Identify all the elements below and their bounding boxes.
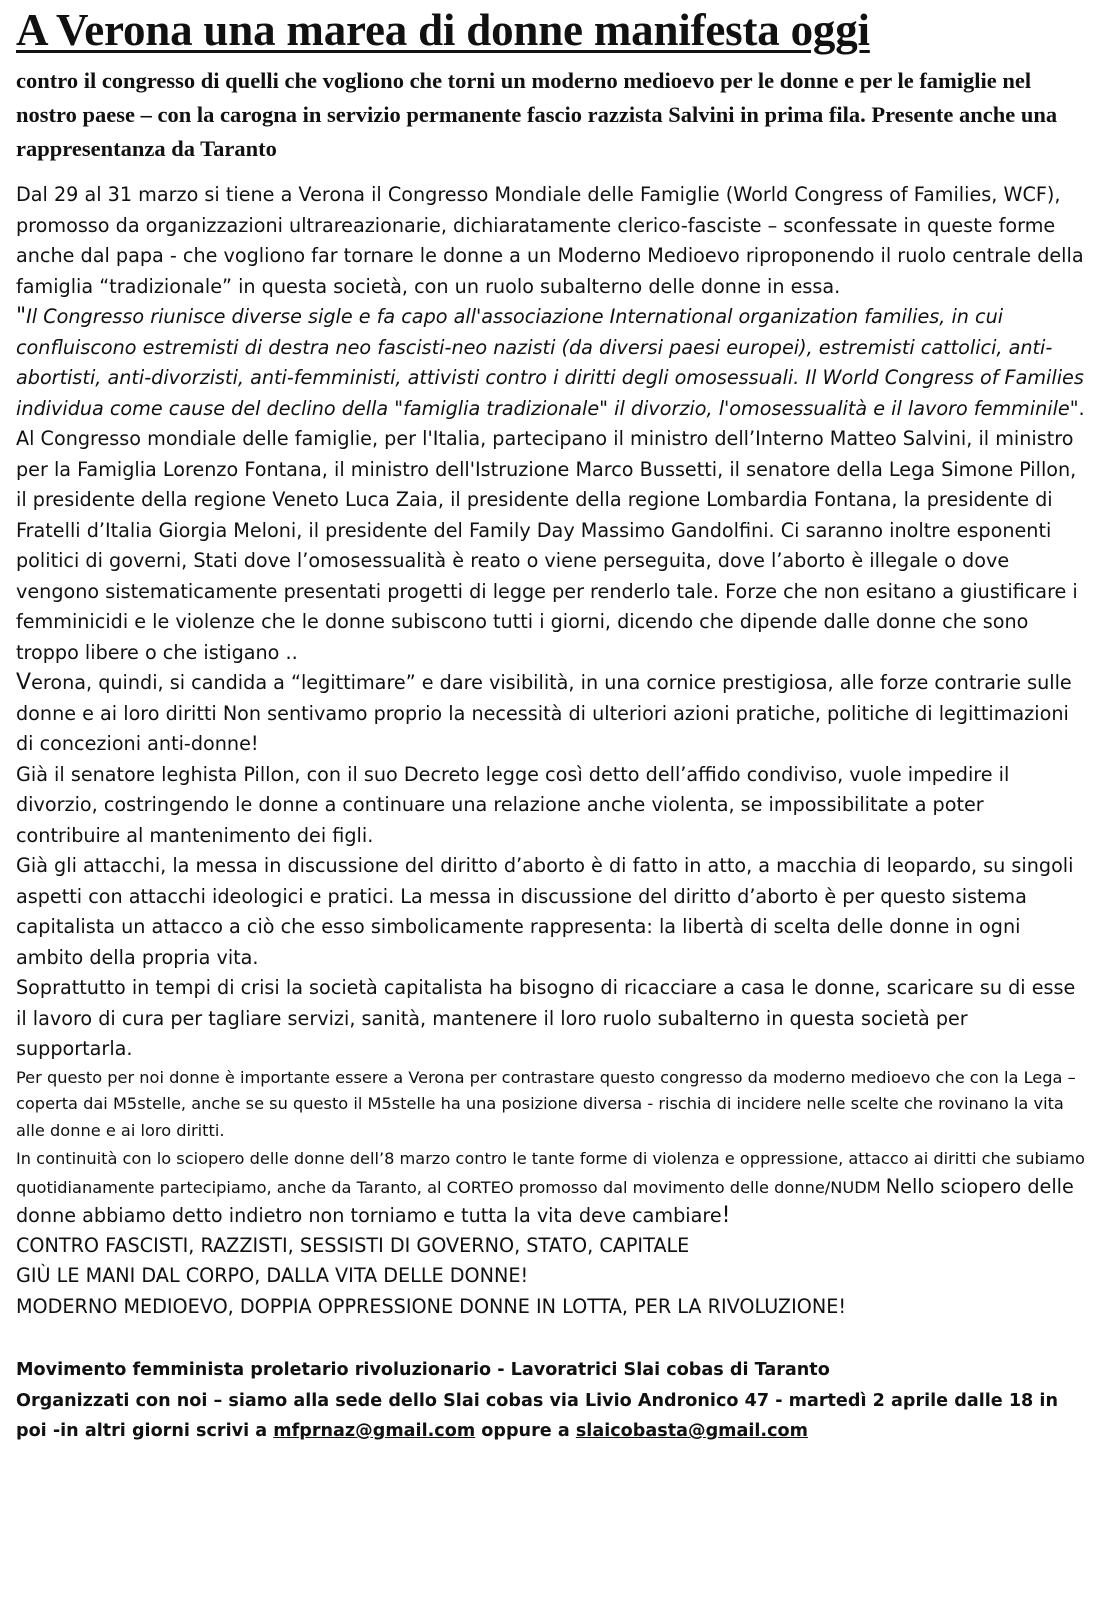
- verona-initial: V: [16, 670, 32, 695]
- slogan: CONTRO FASCISTI, RAZZISTI, SESSISTI DI GOVERNO, STATO, CAPITALE: [16, 1233, 690, 1257]
- subtitle: contro il congresso di quelli che vogliono che torni un moderno medioevo per le donne e per le famiglie nel nostro paese – con la carogna in servizio permanente fascio razzista Salvini in prima fila. Presente anche una rappresentanza da Taranto: [16, 68, 1058, 161]
- paragraph-aborto: Già gli attacchi, la messa in discussione del diritto d’aborto è di fatto in atto, a macchia di leopardo, su singoli aspetti con attacchi ideologici e pratici. La messa in discussione del diritto d’aborto è per questo sistema capitalista un attacco a ciò che esso simbolicamente rappresenta: la libertà di scelta delle donne in ogni ambito della propria vita.: [16, 854, 1074, 969]
- quote-text: Il Congresso riunisce diverse sigle e fa capo all'associazione International organization families, in cui confluiscono estremisti di destra neo fascisti-neo nazisti (da diversi paesi europei), estremisti cattolici, anti-abortisti, anti-divorzisti, anti-femministi, attivisti contro i diritti degli omosessuali. Il World Congress of Families individua come cause del declino della "famiglia tradizionale" il divorzio, l'omosessualità e il lavoro femminile: [16, 305, 1084, 420]
- paragraph-sciopero: [16, 1145, 1089, 1231]
- footer: [16, 1355, 1089, 1447]
- paragraph-verona: [16, 668, 1089, 760]
- slogans: [16, 1231, 1089, 1323]
- footer-oppure: oppure a: [475, 1421, 576, 1442]
- footer-organization: Movimento femminista proletario rivoluzionario - Lavoratrici Slai cobas di Taranto: [16, 1360, 830, 1381]
- email-link-mfprnaz[interactable]: mfprnaz@gmail.com: [273, 1421, 476, 1442]
- footer-contact-text: Organizzati con noi – siamo alla sede dello Slai cobas via Livio Andronico 47 - martedì 2 aprile dalle 18 in poi -in altri giorni scrivi a: [16, 1390, 1058, 1442]
- slogan: MODERNO MEDIOEVO, DOPPIA OPPRESSIONE DONNE IN LOTTA, PER LA RIVOLUZIONE!: [16, 1294, 847, 1318]
- paragraph-pillon: Già il senatore leghista Pillon, con il suo Decreto legge così detto dell’affido condiviso, vuole impedire il divorzio, costringendo le donne a continuare una relazione anche violenta, se impossibilitate a poter contribuire al mantenimento dei figli.: [16, 762, 1010, 847]
- headline: A Verona una marea di donne manifesta oggi: [16, 5, 870, 55]
- quote-open-mark: ": [16, 304, 27, 329]
- verona-text: erona, quindi, si candida a “legittimare” e dare visibilità, in una cornice prestigiosa, alle forze contrarie sulle donne e ai loro diritti Non sentivamo proprio la necessità di ulteriori azioni pratiche, politiche di legittimazioni di concezioni anti-donne!: [16, 671, 1072, 755]
- sciopero-big-text: Nello sciopero delle donne abbiamo detto indietro non torniamo e tutta la vita deve cambiare: [16, 1174, 1074, 1227]
- slogan: GIÙ LE MANI DAL CORPO, DALLA VITA DELLE DONNE!: [16, 1264, 529, 1288]
- paragraph-quote: [16, 302, 1089, 424]
- email-link-slaicobasta[interactable]: slaicobasta@gmail.com: [575, 1421, 808, 1442]
- paragraph-verona-small: Per questo per noi donne è importante essere a Verona per contrastare questo congresso da moderno medioevo che con la Lega – coperta dai M5stelle, anche se su questo il M5stelle ha una posizione diversa - rischia di incidere nelle scelte che rovinano la vita alle donne e ai loro diritti.: [16, 1067, 1076, 1140]
- footer-contact: [16, 1386, 1089, 1447]
- paragraph-crisi: Soprattutto in tempi di crisi la società capitalista ha bisogno di ricacciare a casa le donne, scaricare su di esse il lavoro di cura per tagliare servizi, sanità, mantenere il loro ruolo subalterno in questa società per supportarla.: [16, 976, 1076, 1060]
- sciopero-small-text: In continuità con lo sciopero delle donne dell’8 marzo contro le tante forme di violenza e oppressione, attacco ai diritti che subiamo quotidianamente partecipiamo, anche da Taranto, al CORTEO promosso dal movimento delle donne/NUDM: [16, 1148, 1085, 1197]
- paragraph-intro: Dal 29 al 31 marzo si tiene a Verona il Congresso Mondiale delle Famiglie (World Congress of Families, WCF), promosso da organizzazioni ultrareazionarie, dichiaratamente clerico-fasciste – sconfessate in queste forme anche dal papa - che vogliono far tornare le donne a un Moderno Medioevo riproponendo il ruolo centrale della famiglia “tradizionale” in questa società, con un ruolo subalterno delle donne in essa.: [16, 183, 1084, 298]
- sciopero-exclamation: !: [721, 1202, 731, 1228]
- quote-close-mark: ".: [1069, 396, 1085, 420]
- paragraph-participants: Al Congresso mondiale delle famiglie, per l'Italia, partecipano il ministro dell’Interno Matteo Salvini, il ministro per la Famiglia Lorenzo Fontana, il ministro dell'Istruzione Marco Bussetti, il senatore della Lega Simone Pillon, il presidente della regione Veneto Luca Zaia, il presidente della regione Lombardia Fontana, la presidente di Fratelli d’Italia Giorgia Meloni, il presidente del Family Day Massimo Gandolfini. Ci saranno inoltre esponenti politici di governi, Stati dove l’omosessualità è reato o viene perseguita, dove l’aborto è illegale o dove vengono sistematicamente presentati progetti di legge per renderlo tale. Forze che non esitano a giustificare i femminicidi e le violenze che le donne subiscono tutti i giorni, dicendo che dipende dalle donne che sono troppo libere o che istigano ..: [16, 427, 1078, 664]
